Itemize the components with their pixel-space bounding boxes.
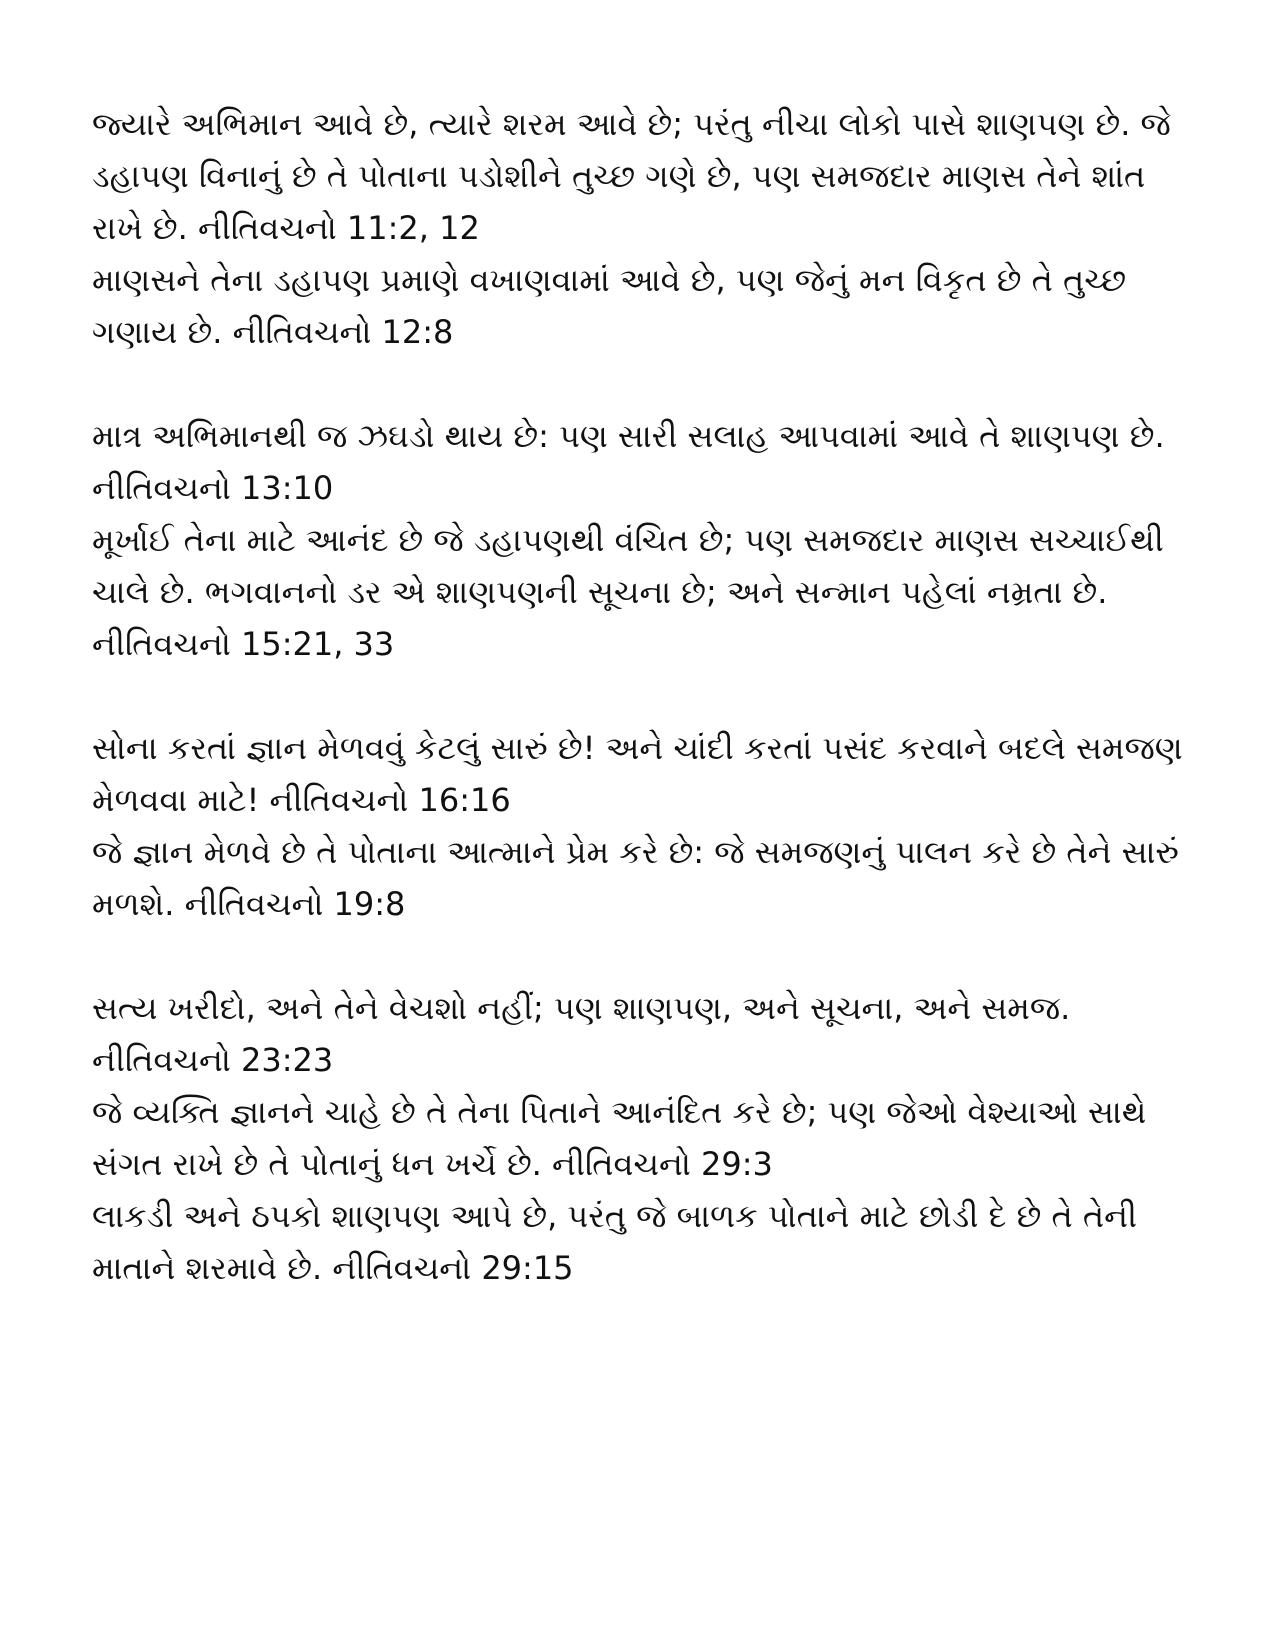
verse-text: માત્ર અભિમાનથી જ ઝઘડો થાય છે: પણ સારી સલાહ આપવામાં આવે તે શાણપણ છે. નીતિવચનો 13:10 xyxy=(92,417,1165,507)
verse-text: લાકડી અને ઠપકો શાણપણ આપે છે, પરંતુ જે બાળક પોતાને માટે છોડી દે છે તે તેની માતાને શરમાવે છે. નીતિવચનો 29:15 xyxy=(92,1197,1138,1287)
document-page xyxy=(92,98,1202,1346)
verse-text: જે જ્ઞાન મેળવે છે તે પોતાના આત્માને પ્રેમ કરે છે: જે સમજણનું પાલન કરે છે તેને સારું મળશે. નીતિવચનો 19:8 xyxy=(92,833,1179,923)
verse-text: જે વ્યક્તિ જ્ઞાનને ચાહે છે તે તેના પિતાને આનંદિત કરે છે; પણ જેઓ વેશ્યાઓ સાથે સંગત રાખે છે તે પોતાનું ધન ખર્ચે છે. નીતિવચનો 29:3 xyxy=(92,1093,1147,1183)
paragraph-2 xyxy=(92,410,1202,670)
verse-text: માણસને તેના ડહાપણ પ્રમાણે વખાણવામાં આવે છે, પણ જેનું મન વિકૃત છે તે તુચ્છ ગણાય છે. નીતિવચનો 12:8 xyxy=(92,261,1127,351)
verse-text: સત્ય ખરીદો, અને તેને વેચશો નહીં; પણ શાણપણ, અને સૂચના, અને સમજ. નીતિવચનો 23:23 xyxy=(92,989,1071,1079)
verse-text: મૂર્ખાઈ તેના માટે આનંદ છે જે ડહાપણથી વંચિત છે; પણ સમજદાર માણસ સચ્ચાઈથી ચાલે છે. ભગવાનનો ડર એ શાણપણની સૂચના છે; અને સન્માન પહેલાં નમ્રતા છે. નીતિવચનો 15:21, 33 xyxy=(92,521,1164,663)
paragraph-1 xyxy=(92,98,1202,358)
paragraph-3 xyxy=(92,722,1202,930)
verse-text: જ્યારે અભિમાન આવે છે, ત્યારે શરમ આવે છે; પરંતુ નીચા લોકો પાસે શાણપણ છે. જે ડહાપણ વિનાનું છે તે પોતાના પડોશીને તુચ્છ ગણે છે, પણ સમજદાર માણસ તેને શાંત રાખે છે. નીતિવચનો 11:2, 12 xyxy=(92,105,1171,247)
verse-text: સોના કરતાં જ્ઞાન મેળવવું કેટલું સારું છે! અને ચાંદી કરતાં પસંદ કરવાને બદલે સમજણ મેળવવા માટે! નીતિવચનો 16:16 xyxy=(92,729,1183,819)
paragraph-4 xyxy=(92,982,1202,1294)
